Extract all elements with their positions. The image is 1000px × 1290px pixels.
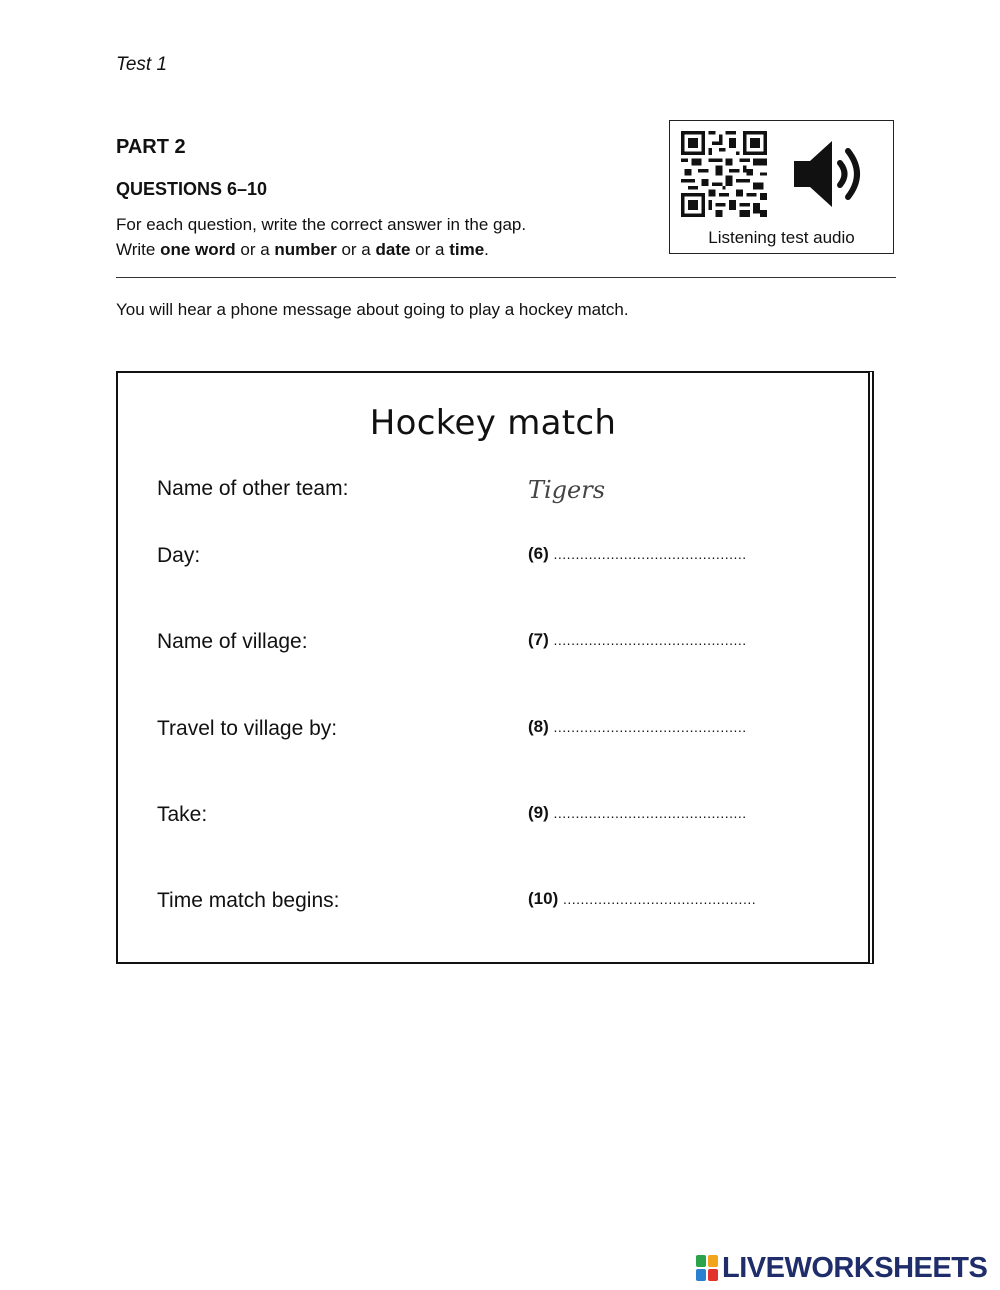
instruction-text: Write [116,240,161,259]
notes-form [116,371,870,964]
field-label-other-team: Name of other team: [157,477,349,500]
gap-dots: ............................................ [553,546,747,562]
gap-dots: ............................................ [553,632,747,648]
example-answer: Tigers [528,476,606,504]
questions-title: QUESTIONS 6–10 [116,179,268,199]
instruction-line-1: For each question, write the correct answer in the gap. [116,215,527,234]
qr-code-icon[interactable] [681,131,767,217]
gap-dots: ............................................ [562,891,757,907]
gap-dots: ............................................ [553,719,747,735]
gap-number: (8) [528,717,549,736]
instruction-bold: one word [160,240,236,259]
field-label-time: Time match begins: [157,889,340,912]
field-label-village: Name of village: [157,630,308,653]
field-label-day: Day: [157,544,201,567]
answer-gap-7[interactable] [528,630,747,650]
part-title: PART 2 [116,136,186,158]
answer-gap-8[interactable] [528,717,747,737]
liveworksheets-logo-icon [696,1255,718,1281]
liveworksheets-brand-text: LIVEWORKSHEETS [722,1251,988,1284]
gap-dots: ............................................ [553,805,747,821]
audio-caption: Listening test audio [708,228,855,247]
instruction-bold: time [449,240,485,259]
liveworksheets-logo[interactable] [696,1252,987,1284]
instruction-text: or a [410,240,450,259]
instruction-text: or a [336,240,376,259]
answer-gap-9[interactable] [528,803,747,823]
intro-text: You will hear a phone message about going to play a hockey match. [116,300,629,319]
instruction-bold: number [274,240,337,259]
speaker-icon[interactable] [792,139,870,209]
divider [116,277,896,278]
field-label-take: Take: [157,803,208,826]
gap-number: (9) [528,803,549,822]
gap-number: (6) [528,544,549,563]
instruction-bold: date [375,240,411,259]
gap-number: (7) [528,630,549,649]
answer-gap-6[interactable] [528,544,747,564]
instruction-text: . [484,240,489,259]
form-title: Hockey match [369,403,617,443]
instruction-line-2 [116,240,489,260]
field-label-travel: Travel to village by: [157,717,338,740]
answer-gap-10[interactable] [528,889,756,909]
test-label: Test 1 [116,54,168,75]
instruction-text: or a [235,240,275,259]
gap-number: (10) [528,889,559,908]
audio-panel[interactable] [669,120,894,254]
